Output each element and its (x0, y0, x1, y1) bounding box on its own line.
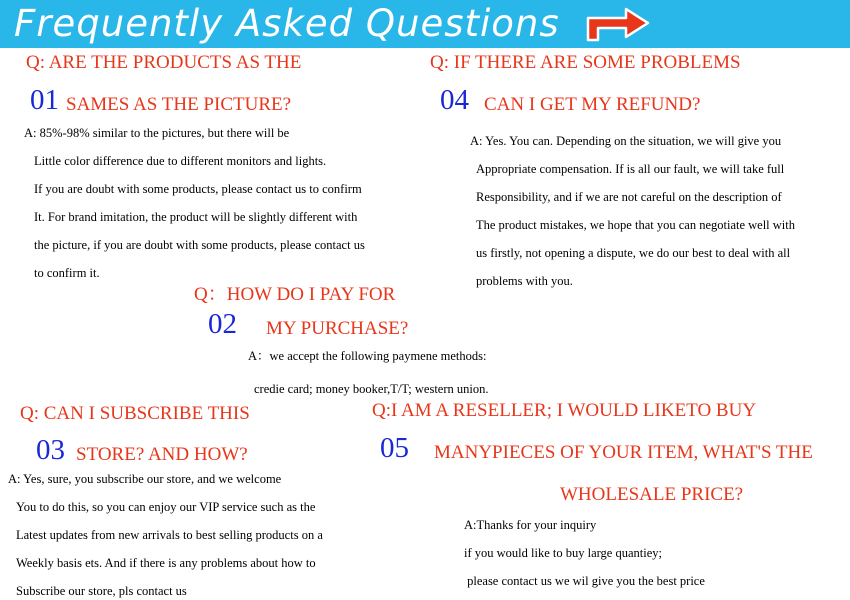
faq-03-answer-line-3: Latest updates from new arrivals to best selling products on a (16, 528, 323, 542)
faq-04-answer-line-1: A: Yes. You can. Depending on the situation, we will give you (470, 134, 782, 148)
faq-01-answer-line-3: If you are doubt with some products, please contact us to confirm (34, 182, 362, 196)
faq-02-number: 02 (208, 308, 237, 340)
faq-05-number: 05 (380, 432, 409, 464)
faq-02-answer-line-2: credie card; money booker,T/T; western union. (254, 382, 489, 396)
faq-04-answer-line-5: us firstly, not opening a dispute, we do our best to deal with all (476, 246, 791, 260)
faq-03-answer-line-1: A: Yes, sure, you subscribe our store, and we welcome (8, 472, 282, 486)
faq-02-question-line-2: MY PURCHASE? (266, 318, 409, 339)
faq-03-answer-line-2: You to do this, so you can enjoy our VIP service such as the (16, 500, 316, 514)
page-title: Frequently Asked Questions (14, 2, 560, 45)
faq-05-question-line-2: MANYPIECES OF YOUR ITEM, WHAT'S THE (434, 442, 813, 463)
faq-02-answer-line-1: A：we accept the following paymene methods: (248, 349, 487, 363)
faq-03-answer-line-5: Subscribe our store, pls contact us (16, 584, 187, 598)
faq-04-question-line-1: Q: IF THERE ARE SOME PROBLEMS (430, 52, 741, 73)
faq-01-answer-line-6: to confirm it. (34, 266, 100, 280)
faq-01-question-line-1: Q: ARE THE PRODUCTS AS THE (26, 52, 302, 73)
faq-03-question-line-2: STORE? AND HOW? (76, 444, 248, 465)
red-arrow-icon (582, 6, 650, 42)
faq-05-answer-line-1: A:Thanks for your inquiry (464, 518, 597, 532)
header-banner (0, 0, 850, 48)
faq-03-answer-line-4: Weekly basis ets. And if there is any problems about how to (16, 556, 316, 570)
faq-04-answer-line-6: problems with you. (476, 274, 573, 288)
faq-05-question-line-1: Q:I AM A RESELLER; I WOULD LIKETO BUY (372, 400, 757, 421)
faq-05-question-line-3: WHOLESALE PRICE? (560, 484, 744, 505)
faq-04-number: 04 (440, 84, 469, 116)
faq-03-question-line-1: Q: CAN I SUBSCRIBE THIS (20, 403, 250, 424)
faq-04-answer-line-4: The product mistakes, we hope that you can negotiate well with (476, 218, 796, 232)
faq-01-answer-line-1: A: 85%-98% similar to the pictures, but there will be (24, 126, 290, 140)
faq-03-number: 03 (36, 434, 65, 466)
faq-01-number: 01 (30, 84, 59, 116)
faq-01-answer-line-5: the picture, if you are doubt with some products, please contact us (34, 238, 365, 252)
faq-01-answer-line-4: It. For brand imitation, the product will be slightly different with (34, 210, 358, 224)
faq-04-question-line-2: CAN I GET MY REFUND? (484, 94, 701, 115)
faq-01-answer-line-2: Little color difference due to different monitors and lights. (34, 154, 327, 168)
faq-05-answer-line-2: if you would like to buy large quantiey; (464, 546, 662, 560)
faq-05-answer-line-3: please contact us we wil give you the best price (464, 574, 705, 588)
faq-04-answer-line-3: Responsibility, and if we are not careful on the description of (476, 190, 782, 204)
faq-04-answer-line-2: Appropriate compensation. If is all our fault, we will take full (476, 162, 785, 176)
faq-01-question-line-2: SAMES AS THE PICTURE? (66, 94, 292, 115)
faq-02-question-line-1: Q：HOW DO I PAY FOR (194, 284, 396, 305)
